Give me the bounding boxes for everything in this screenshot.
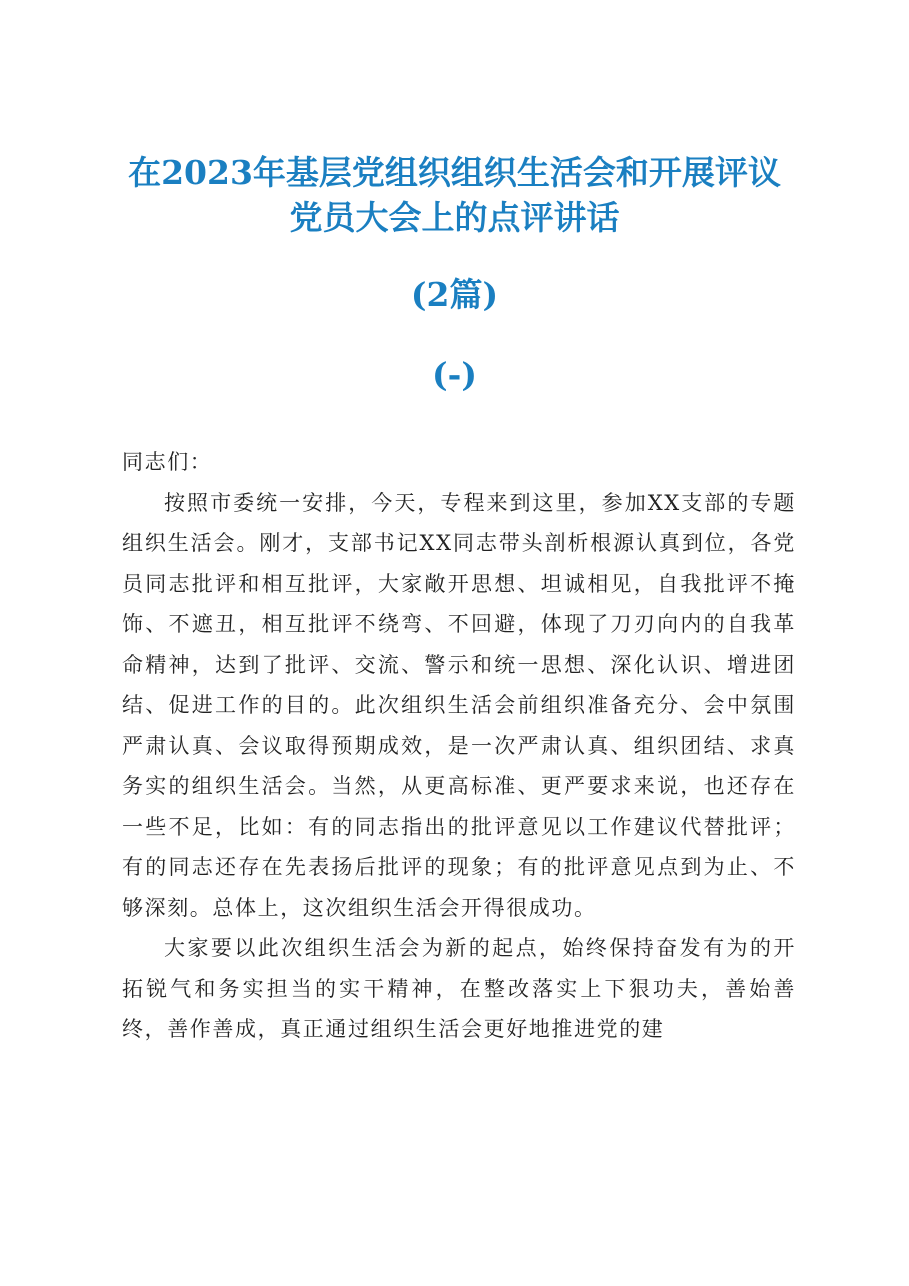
document-subtitle: (2篇) [410,275,499,314]
body-paragraph-2: 大家要以此次组织生活会为新的起点，始终保持奋发有为的开拓锐气和务实担当的实干精神，在整改落实上下狠功夫，善始善终，善作善成，真正通过组织生活会更好地推进党的建 [122,936,796,1041]
section-heading: (-) [432,355,477,394]
document-title [60,150,849,240]
salutation: 同志们： [122,450,213,474]
title-line-2: 党员大会上的点评讲话 [289,198,620,237]
title-line-1: 在2023年基层党组织组织生活会和开展评议 [128,153,781,192]
document-body [122,442,796,1050]
body-paragraph-1: 按照市委统一安排，今天，专程来到这里，参加XX支部的专题组织生活会。刚才，支部书记XX同志带头剖析根源认真到位，各党员同志批评和相互批评，大家敞开思想、坦诚相见，自我批评不掩饰、不遮丑，相互批评不绕弯、不回避，体现了刀刃向内的自我革命精神，达到了批评、交流、警示和统一思想、深化认识、增进团结、促进工作的目的。此次组织生活会前组织准备充分、会中氛围严肃认真、会议取得预期成效，是一次严肃认真、组织团结、求真务实的组织生活会。当然，从更高标准、更严要求来说，也还存在一些不足，比如：有的同志指出的批评意见以工作建议代替批评；有的同志还存在先表扬后批评的现象；有的批评意见点到为止、不够深刻。总体上，这次组织生活会开得很成功。 [122,490,796,920]
